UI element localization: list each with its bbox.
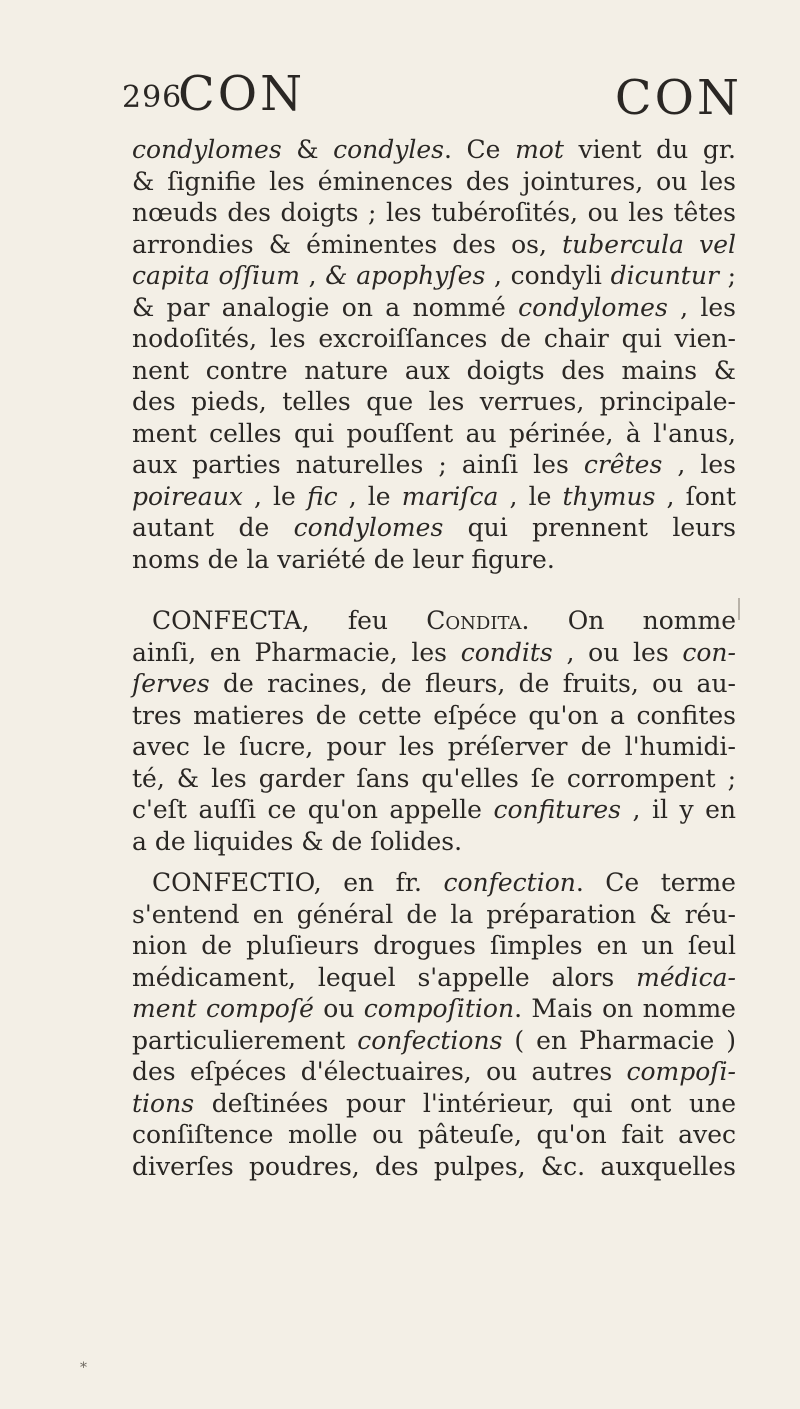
text-line: ſerves de racines, de fleurs, de fruits, ou au- — [132, 669, 736, 698]
entry-confectio — [132, 867, 736, 1182]
text-line: des pieds, telles que les verrues, principale- — [132, 387, 736, 416]
text-line: nodoſités, les excroiſſances de chair qui vien- — [132, 324, 736, 353]
text-line: s'entend en général de la préparation & réu- — [132, 899, 736, 929]
text-line: ment compoſé ou compoſition. Mais on nomme — [132, 994, 736, 1023]
running-head-left: CON — [178, 66, 306, 122]
text-line: & ſignifie les éminences des jointures, ou les — [132, 166, 736, 196]
text-line: noms de la variété de leur figure. — [132, 544, 555, 574]
entry-headword-line: CONFECTA, feu Condita. On nomme — [152, 606, 737, 635]
dictionary-text — [132, 134, 736, 1182]
text-line: arrondies & éminentes des os, tubercula vel — [132, 229, 736, 259]
text-line: avec le ſucre, pour les préſerver de l'humidi- — [132, 732, 736, 761]
entry-condylomes — [132, 134, 736, 575]
text-line: c'eſt auſſi ce qu'on appelle confitures , il y en — [132, 795, 736, 824]
text-line: a de liquides & de ſolides. — [132, 826, 463, 856]
text-line: nœuds des doigts ; les tubéroſités, ou les têtes — [132, 198, 736, 227]
entry-separator — [132, 857, 736, 867]
entry-confecta — [132, 605, 736, 857]
text-line: tions deſtinées pour l'intérieur, qui ont une — [132, 1088, 736, 1118]
text-line: condylomes & condyles. Ce mot vient du gr. — [132, 135, 736, 164]
text-line: té, & les garder ſans qu'elles ſe corrompent ; — [132, 763, 736, 793]
text-line: des eſpéces d'électuaires, ou autres compoſi- — [132, 1057, 736, 1086]
text-line: ment celles qui pouſſent au périnée, à l'anus, — [132, 418, 736, 448]
print-mark — [738, 598, 740, 620]
running-head-right: CON — [614, 70, 742, 126]
text-line: aux parties naturelles ; ainſi les crêtes , les — [132, 450, 736, 479]
text-line: médicament, lequel s'appelle alors médica- — [132, 962, 736, 992]
entry-headword-line: CONFECTIO, en fr. confection. Ce terme — [152, 868, 736, 897]
text-line: poireaux , le fic , le mariſca , le thymus , ſont — [132, 481, 737, 511]
text-line: nent contre nature aux doigts des mains & — [132, 355, 736, 385]
text-line: diverſes poudres, des pulpes, &c. auxquelles — [132, 1151, 736, 1181]
text-line: tres matieres de cette eſpéce qu'on a confites — [132, 700, 736, 730]
text-line: ainſi, en Pharmacie, les condits , ou les con- — [132, 637, 736, 667]
text-line: conſiſtence molle ou pâteuſe, qu'on fait avec — [132, 1120, 736, 1149]
text-line: & par analogie on a nommé condylomes , les — [132, 292, 736, 322]
entry-separator — [132, 575, 736, 605]
text-line: nion de pluſieurs drogues ſimples en un ſeul — [132, 931, 736, 960]
text-line: autant de condylomes qui prennent leurs — [132, 513, 736, 542]
page-header — [122, 66, 742, 126]
text-line: particulierement confections ( en Pharmacie ) — [132, 1025, 736, 1055]
margin-mark: * — [80, 1360, 87, 1376]
text-line: capita oſſium , & apophyſes , condyli dicuntur ; — [132, 261, 737, 290]
page-number: 296 — [122, 80, 183, 115]
